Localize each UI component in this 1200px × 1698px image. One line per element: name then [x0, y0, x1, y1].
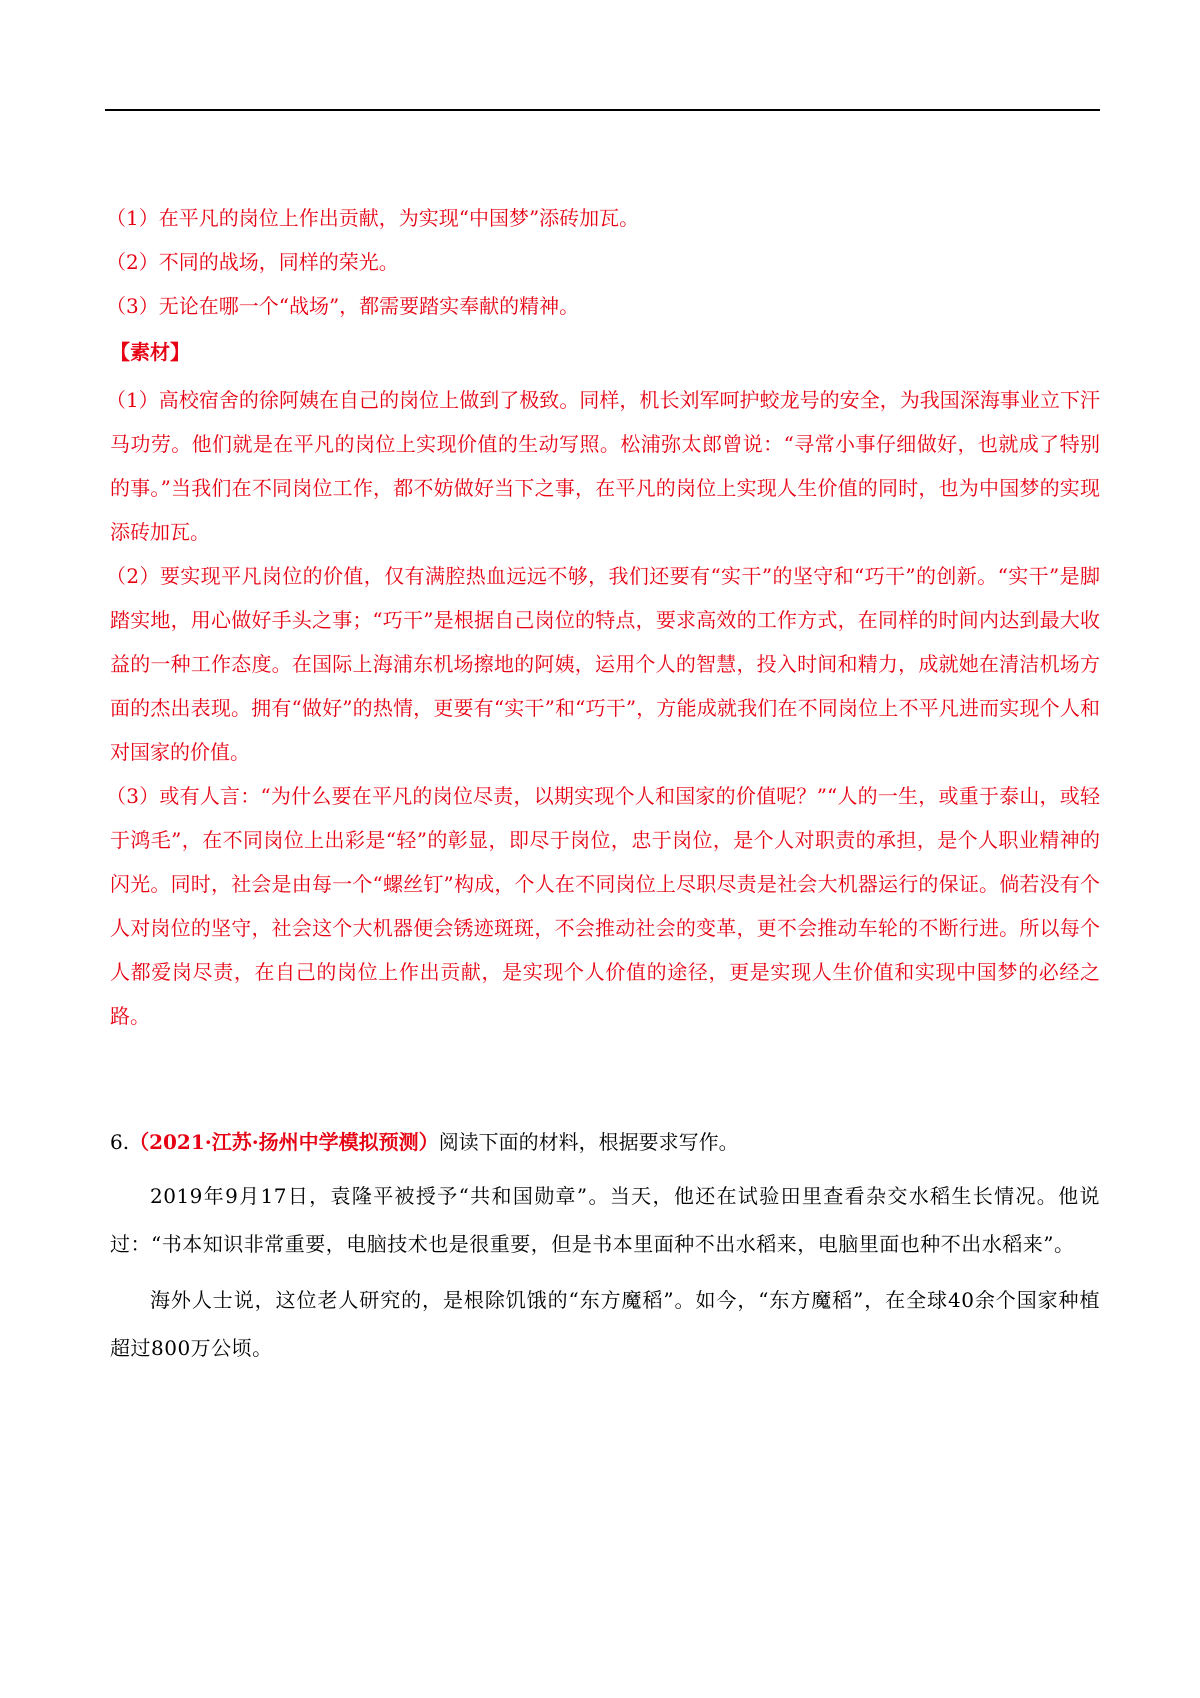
- header-rule: [105, 109, 1100, 111]
- question-source: （2021·江苏·扬州中学模拟预测）: [129, 1130, 439, 1154]
- material-2: （2）要实现平凡岗位的价值，仅有满腔热血远远不够，我们还要有“实干”的坚守和“巧干”的创新。“实干”是脚踏实地，用心做好手头之事；“巧干”是根据自己岗位的特点，要求高效的工作方式，在同样的时间内达到最大收益的一种工作态度。在国际上海浦东机场擦地的阿姨，运用个人的智慧，投入时间和精力，成就她在清洁机场方面的杰出表现。拥有“做好”的热情，更要有“实干”和“巧干”，方能成就我们在不同岗位上不平凡进而实现个人和对国家的价值。: [106, 564, 1100, 764]
- point-1: （1）在平凡的岗位上作出贡献，为实现“中国梦”添砖加瓦。: [106, 206, 640, 230]
- question-number: 6.: [110, 1130, 130, 1154]
- point-3: （3）无论在哪一个“战场”，都需要踏实奉献的精神。: [106, 294, 580, 318]
- passage-paragraph-1: 2019年9月17日，袁隆平被授予“共和国勋章”。当天，他还在试验田里查看杂交水稻生长情况。他说过：“书本知识非常重要，电脑技术也是很重要，但是书本里面种不出水稻来，电脑里面也种不出水稻来”。: [110, 1184, 1100, 1256]
- section-gap: [110, 1038, 1100, 1120]
- point-2: （2）不同的战场，同样的荣光。: [106, 250, 399, 274]
- material-label: 【素材】: [110, 340, 190, 364]
- material-1: （1）高校宿舍的徐阿姨在自己的岗位上做到了极致。同样，机长刘军呵护蛟龙号的安全，为我国深海事业立下汗马功劳。他们就是在平凡的岗位上实现价值的生动写照。松浦弥太郎曾说：“寻常小事仔细做好，也就成了特别的事。”当我们在不同岗位工作，都不妨做好当下之事，在平凡的岗位上实现人生价值的同时，也为中国梦的实现添砖加瓦。: [106, 388, 1100, 544]
- material-3: （3）或有人言：“为什么要在平凡的岗位尽责，以期实现个人和国家的价值呢？”“人的一生，或重于泰山，或轻于鸿毛”，在不同岗位上出彩是“轻”的彰显，即尽于岗位，忠于岗位，是个人对职责的承担，是个人职业精神的闪光。同时，社会是由每一个“螺丝钉”构成，个人在不同岗位上尽职尽责是社会大机器运行的保证。倘若没有个人对岗位的坚守，社会这个大机器便会锈迹斑斑，不会推动社会的变革，更不会推动车轮的不断行进。所以每个人都爱岗尽责，在自己的岗位上作出贡献，是实现个人价值的途径，更是实现人生价值和实现中国梦的必经之路。: [106, 784, 1100, 1028]
- question-prompt: 阅读下面的材料，根据要求写作。: [438, 1130, 739, 1154]
- question-heading: [110, 1120, 1100, 1164]
- passage-paragraph-2: 海外人士说，这位老人研究的，是根除饥饿的“东方魔稻”。如今，“东方魔稻”，在全球40余个国家种植超过800万公顷。: [110, 1288, 1100, 1360]
- document-body: [106, 196, 1100, 1372]
